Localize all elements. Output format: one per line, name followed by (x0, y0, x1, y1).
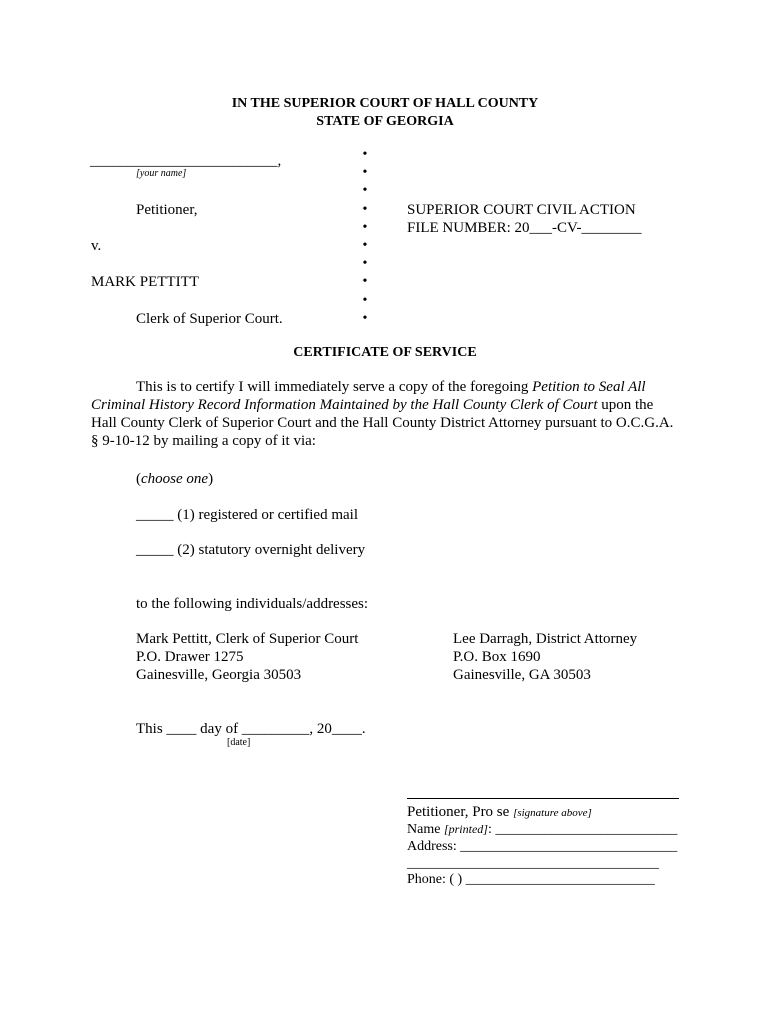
civil-action-label: SUPERIOR COURT CIVIL ACTION (407, 202, 636, 218)
bullet: • (362, 274, 368, 290)
bullet: • (362, 201, 368, 217)
date-field[interactable]: This ____ day of _________, 20____. (136, 721, 366, 737)
name-label: Name (407, 822, 444, 837)
date-hint: [date] (227, 737, 251, 748)
address-right-line3: Gainesville, GA 30503 (453, 667, 591, 683)
your-name-hint: [your name] (136, 168, 187, 179)
address-right-line1: Lee Darragh, District Attorney (453, 631, 638, 647)
option-certified-mail[interactable]: _____ (1) registered or certified mail (136, 507, 358, 523)
address-right-line2: P.O. Box 1690 (453, 649, 541, 665)
phone-field[interactable]: Phone: ( ) ___________________________ (407, 872, 655, 887)
respondent-name: MARK PETTITT (91, 274, 199, 290)
address-left-line3: Gainesville, Georgia 30503 (136, 667, 302, 683)
name-blank: : __________________________ (487, 822, 678, 837)
bullet: • (362, 147, 368, 162)
choose-one-note (136, 470, 213, 488)
certificate-body (91, 378, 681, 450)
versus-label: v. (91, 238, 102, 254)
bullet: • (362, 310, 368, 326)
choose-open: ( (136, 471, 141, 487)
printed-name-field[interactable] (407, 821, 677, 838)
choose-word: choose one (141, 471, 209, 487)
option-overnight-delivery[interactable]: _____ (2) statutory overnight delivery (136, 542, 366, 558)
body-post: upon the Hall County Clerk of Superior Court and the Hall County District Attorney pursuant to O.C.G.A. § 9-10-12 by mailing a copy of it via: (91, 397, 674, 449)
file-number-field[interactable]: FILE NUMBER: 20___-CV-________ (407, 220, 642, 236)
bullet: • (362, 256, 368, 272)
signature-line[interactable] (407, 798, 679, 799)
bullet: • (362, 165, 368, 181)
address-left-line2: P.O. Drawer 1275 (136, 649, 244, 665)
signature-hint: [signature above] (513, 807, 592, 819)
bullet: • (362, 183, 368, 199)
bullet: • (362, 292, 368, 308)
bullet: • (362, 219, 368, 235)
respondent-role: Clerk of Superior Court. (136, 311, 283, 327)
petitioner-name-blank[interactable]: _________________________, (90, 153, 282, 169)
state-title: STATE OF GEORGIA (316, 114, 454, 129)
caption-divider-bullets (358, 146, 372, 328)
signature-label (407, 803, 592, 822)
address-left-line1: Mark Pettitt, Clerk of Superior Court (136, 631, 359, 647)
address-field[interactable]: Address: _______________________________ (407, 839, 678, 854)
recipients-intro: to the following individuals/addresses: (136, 596, 369, 612)
petitioner-label: Petitioner, (136, 202, 198, 218)
court-title: IN THE SUPERIOR COURT OF HALL COUNTY (231, 96, 539, 111)
petitioner-pro-se: Petitioner, Pro se (407, 804, 514, 820)
name-hint: [printed] (443, 822, 488, 836)
address-field-line2[interactable]: ____________________________________ (407, 856, 659, 871)
bullet: • (362, 237, 368, 253)
choose-close: ) (208, 471, 214, 487)
body-pre: This is to certify I will immediately serve a copy of the foregoing (136, 379, 533, 395)
certificate-title: CERTIFICATE OF SERVICE (293, 345, 477, 360)
petition-title: Petition to Seal All Criminal History Record Information Maintained by the Hall County Clerk of Court (91, 379, 646, 413)
